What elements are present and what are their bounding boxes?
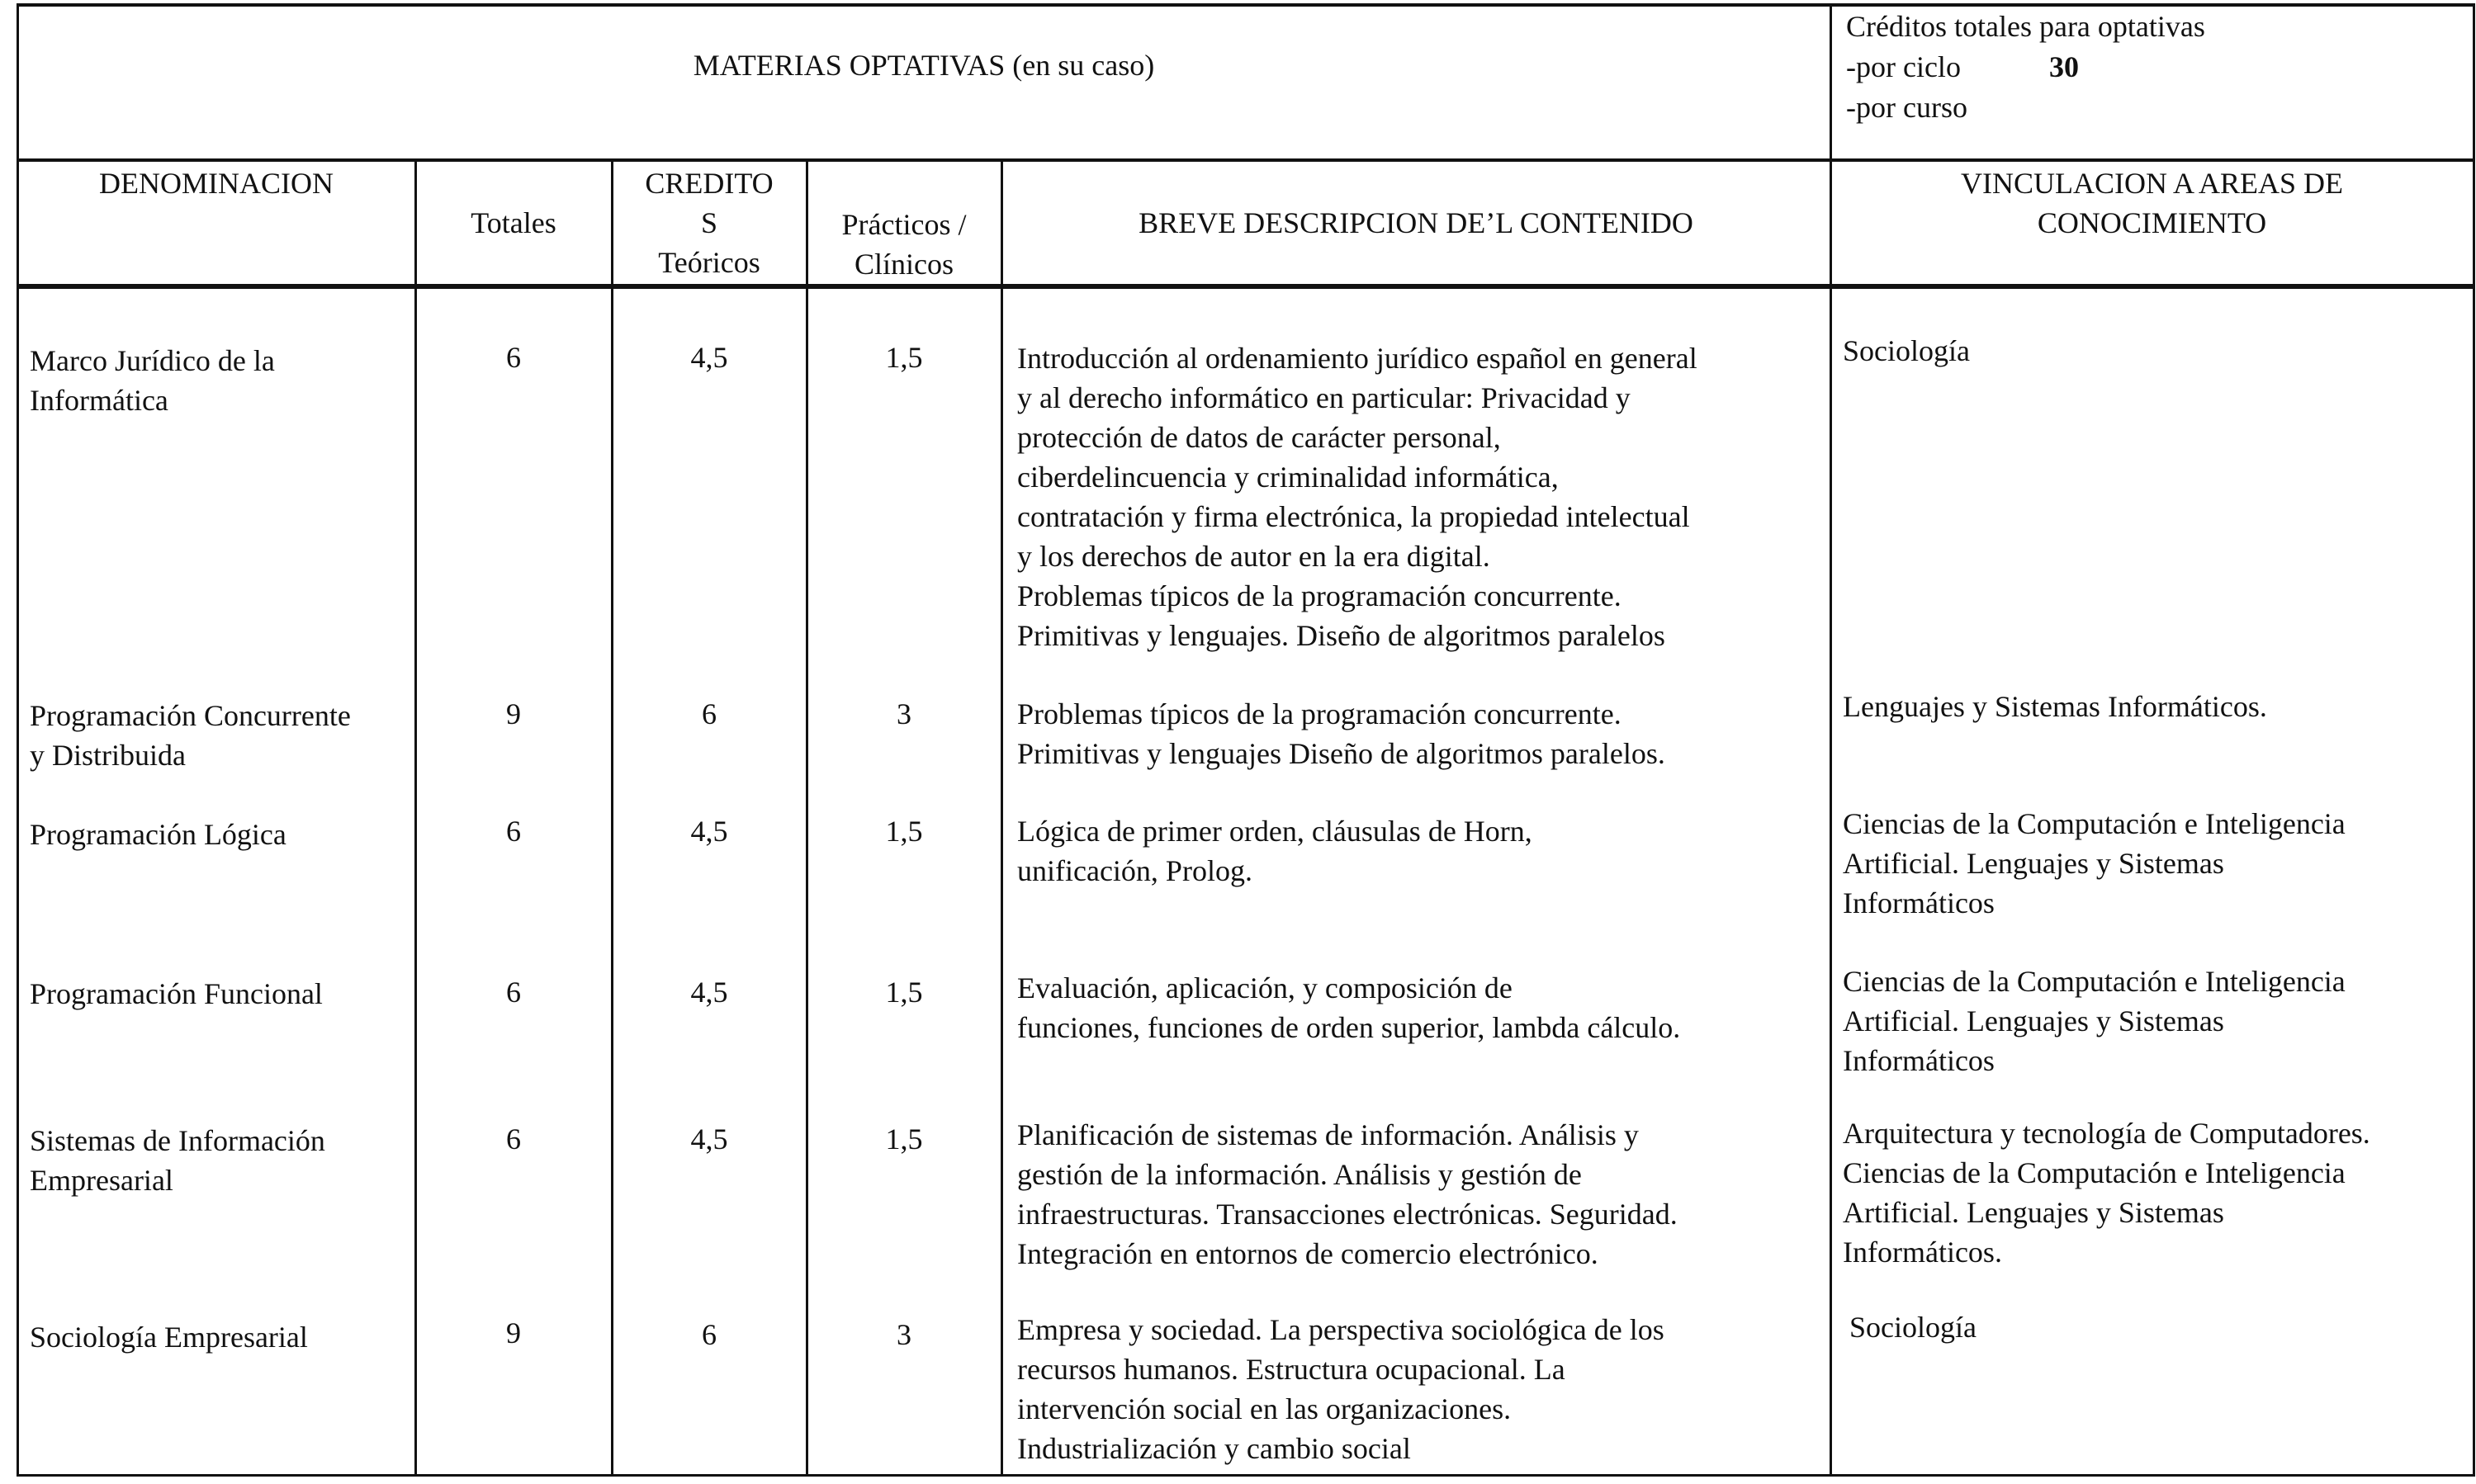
- col-header-vinculacion-1: VINCULACION A AREAS DE: [1960, 167, 2344, 200]
- row-practicos: 1,5: [885, 341, 923, 374]
- row-name: Sociología Empresarial: [30, 1321, 308, 1354]
- col-header-descripcion: BREVE DESCRIPCION DE’L CONTENIDO: [1139, 206, 1693, 239]
- col-header-teoricos: Teóricos: [658, 246, 760, 279]
- row-description: Primitivas y lenguajes. Diseño de algoritmos paralelos: [1017, 619, 1665, 652]
- col-header-practicos-1: Prácticos /: [841, 208, 967, 241]
- row-practicos: 1,5: [885, 976, 923, 1009]
- row-description: Empresa y sociedad. La perspectiva sociológica de los: [1017, 1313, 1664, 1346]
- row-description: intervención social en las organizaciones.: [1017, 1392, 1512, 1425]
- row-totales: 6: [506, 976, 521, 1009]
- row-area: Sociología: [1843, 334, 1970, 367]
- header-divider: [17, 158, 2475, 162]
- row-name: Empresarial: [30, 1164, 173, 1197]
- row-description: Integración en entornos de comercio electrónico.: [1017, 1237, 1598, 1270]
- row-description: recursos humanos. Estructura ocupacional. La: [1017, 1353, 1565, 1386]
- row-name: Programación Lógica: [30, 818, 286, 851]
- row-description: Industrialización y cambio social: [1017, 1432, 1411, 1465]
- row-name: Informática: [30, 384, 168, 417]
- row-totales: 9: [506, 1316, 521, 1349]
- row-practicos: 3: [897, 697, 911, 730]
- row-description: Planificación de sistemas de información. Análisis y: [1017, 1118, 1639, 1151]
- row-description: y los derechos de autor en la era digital.: [1017, 540, 1490, 573]
- table-border-right: [2473, 3, 2475, 1477]
- row-teoricos: 6: [702, 697, 717, 730]
- per-cycle-label: -por ciclo: [1846, 50, 1961, 83]
- row-teoricos: 6: [702, 1318, 717, 1351]
- col-header-vinculacion-2: CONOCIMIENTO: [2037, 206, 2267, 239]
- header-title: MATERIAS OPTATIVAS (en su caso): [693, 49, 1155, 82]
- row-description: Problemas típicos de la programación concurrente.: [1017, 697, 1621, 730]
- table-border-bottom: [17, 1474, 2475, 1477]
- row-description: protección de datos de carácter personal,: [1017, 421, 1501, 454]
- row-totales: 6: [506, 341, 521, 374]
- col-divider-4: [1001, 160, 1003, 1477]
- row-description: infraestructuras. Transacciones electrónicas. Seguridad.: [1017, 1198, 1678, 1231]
- row-name: Sistemas de Información: [30, 1124, 325, 1157]
- row-description: Introducción al ordenamiento jurídico español en general: [1017, 342, 1697, 375]
- table-border-left: [17, 3, 19, 1477]
- row-area: Artificial. Lenguajes y Sistemas: [1843, 1004, 2224, 1037]
- row-area: Arquitectura y tecnología de Computadores.: [1843, 1117, 2370, 1150]
- row-name: Programación Concurrente: [30, 699, 351, 732]
- row-totales: 6: [506, 1122, 521, 1156]
- row-area: Informáticos: [1843, 886, 1995, 919]
- row-description: funciones, funciones de orden superior, lambda cálculo.: [1017, 1011, 1681, 1044]
- row-description: gestión de la información. Análisis y gestión de: [1017, 1158, 1582, 1191]
- row-name: y Distribuida: [30, 739, 186, 772]
- row-practicos: 1,5: [885, 815, 923, 848]
- row-area: Ciencias de la Computación e Inteligencia: [1843, 1156, 2346, 1189]
- row-totales: 6: [506, 815, 521, 848]
- row-teoricos: 4,5: [690, 815, 728, 848]
- row-description: Primitivas y lenguajes Diseño de algoritmos paralelos.: [1017, 737, 1665, 770]
- row-teoricos: 4,5: [690, 1122, 728, 1156]
- row-teoricos: 4,5: [690, 976, 728, 1009]
- row-area: Informáticos.: [1843, 1236, 2002, 1269]
- row-description: Problemas típicos de la programación concurrente.: [1017, 579, 1621, 612]
- col-header-creditos-2: S: [700, 206, 718, 239]
- row-description: Lógica de primer orden, cláusulas de Horn,: [1017, 815, 1532, 848]
- row-description: Evaluación, aplicación, y composición de: [1017, 971, 1513, 1004]
- row-description: y al derecho informático en particular: Privacidad y: [1017, 381, 1631, 414]
- col-header-denominacion: DENOMINACION: [99, 167, 334, 200]
- row-description: ciberdelincuencia y criminalidad informática,: [1017, 461, 1559, 494]
- row-name: Marco Jurídico de la: [30, 344, 275, 377]
- row-area: Ciencias de la Computación e Inteligencia: [1843, 965, 2346, 998]
- row-practicos: 1,5: [885, 1122, 923, 1156]
- row-area: Artificial. Lenguajes y Sistemas: [1843, 847, 2224, 880]
- col-header-creditos-1: CREDITO: [645, 167, 774, 200]
- row-name: Programación Funcional: [30, 977, 323, 1010]
- row-area: Artificial. Lenguajes y Sistemas: [1843, 1196, 2224, 1229]
- row-totales: 9: [506, 697, 521, 730]
- row-practicos: 3: [897, 1318, 911, 1351]
- row-description: unificación, Prolog.: [1017, 854, 1252, 887]
- column-header-divider: [17, 284, 2475, 289]
- row-area: Ciencias de la Computación e Inteligencia: [1843, 807, 2346, 840]
- col-header-practicos-2: Clínicos: [854, 248, 954, 281]
- row-description: contratación y firma electrónica, la propiedad intelectual: [1017, 500, 1690, 533]
- row-area: Lenguajes y Sistemas Informáticos.: [1843, 690, 2267, 723]
- row-area: Informáticos: [1843, 1044, 1995, 1077]
- per-course-label: -por curso: [1846, 91, 1967, 124]
- credits-title: Créditos totales para optativas: [1846, 10, 2205, 43]
- per-cycle-value: 30: [2049, 50, 2079, 83]
- row-area: Sociología: [1849, 1311, 1977, 1344]
- row-teoricos: 4,5: [690, 341, 728, 374]
- col-header-totales: Totales: [471, 206, 556, 239]
